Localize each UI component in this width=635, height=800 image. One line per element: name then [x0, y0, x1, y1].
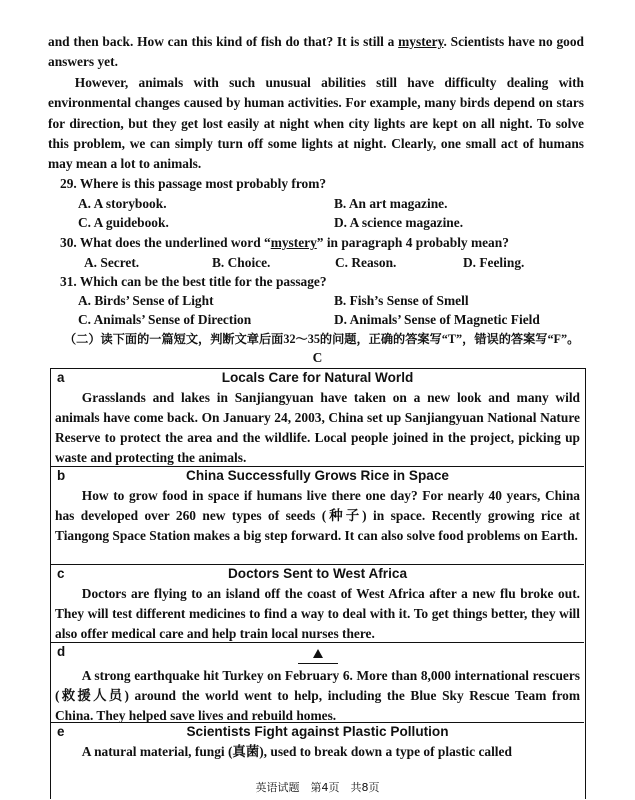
section-instruction: （二）读下面的一篇短文，判断文章后面32～35的问题，正确的答案写“T”，错误的答案写“F”。 [64, 332, 580, 346]
row-body: Doctors are flying to an island off the coast of West Africa after a new flu broke out. They will test different medicines to find a way to deal with it. To get things better, they will also offer medical care and help train local nurses there. [55, 586, 580, 642]
option-30-b: B. Choice. [212, 255, 271, 270]
underlined-word: mystery [270, 235, 317, 250]
passage-paragraph-continued [48, 32, 584, 73]
row-title: Scientists Fight against Plastic Pollution [186, 724, 449, 739]
news-row-d [51, 643, 584, 723]
option-31-d: D. Animals’ Sense of Magnetic Field [334, 312, 540, 327]
option-29-c: C. A guidebook. [78, 215, 169, 230]
row-letter: a [57, 370, 65, 385]
section-letter: C [312, 350, 323, 365]
text-segment: and then back. How can this kind of fish do that? It is still a [48, 34, 399, 49]
news-table [50, 368, 586, 799]
underlined-word: mystery [398, 34, 444, 49]
news-row-b [51, 467, 584, 565]
question-30 [60, 233, 509, 253]
question-29: 29. Where is this passage most probably from? [60, 176, 327, 191]
option-29-b: B. An art magazine. [334, 196, 448, 211]
row-body: Grasslands and lakes in Sanjiangyuan have taken on a new look and many wild animals have come back. On January 24, 2003, China set up Sanjiangyuan National Nature Reserve to protect the area and the wildlife. Local people joined in the project, picking up waste and protecting the animals. [55, 390, 580, 466]
option-30-c: C. Reason. [335, 255, 397, 270]
option-29-a: A. A storybook. [78, 196, 167, 211]
option-30-a: A. Secret. [84, 255, 140, 270]
news-row-a [51, 369, 584, 467]
option-31-a: A. Birds’ Sense of Light [78, 293, 214, 308]
row-letter: c [57, 566, 65, 581]
option-31-b: B. Fish’s Sense of Smell [334, 293, 469, 308]
row-letter: b [57, 468, 66, 483]
news-row-c [51, 565, 584, 643]
row-letter: e [57, 724, 65, 739]
triangle-icon [313, 649, 323, 658]
title-blank [51, 644, 584, 664]
row-title: China Successfully Grows Rice in Space [186, 468, 449, 483]
row-body: A natural material, fungi (真菌), used to break down a type of plastic called [81, 744, 512, 759]
option-30-d: D. Feeling. [463, 255, 525, 270]
row-title: Doctors Sent to West Africa [227, 566, 407, 581]
row-title: Locals Care for Natural World [221, 370, 414, 385]
row-body: How to grow food in space if humans live there one day? For nearly 40 years, China has developed over 260 new types of seeds (种子) in space. Recently growing rice at Tiangong Space Station makes a big step forward. It can also solve food problems on Earth. [55, 488, 580, 544]
page-footer: 英语试题 第4页 共8页 [255, 781, 380, 794]
text-segment: ” in paragraph 4 probably mean? [316, 235, 509, 250]
text-segment: . Scientists have no good answers yet. [48, 34, 584, 70]
option-29-d: D. A science magazine. [334, 215, 464, 230]
option-31-c: C. Animals’ Sense of Direction [78, 312, 252, 327]
text-segment: 30. What does the underlined word “ [60, 235, 271, 250]
passage-paragraph: However, animals with such unusual abilities still have difficulty dealing with environmental changes caused by human activities. For example, many birds depend on stars for direction, but they get lost easily at night when city lights are kept on all night. To solve this problem, we can simply turn off some lights at night. Clearly, one small act of humans may mean a lot to animals. [48, 75, 584, 172]
row-body: A strong earthquake hit Turkey on February 6. More than 8,000 international rescuers (救援人员) around the world went to help, including the Blue Sky Rescue Team from China. They helped save lives and rebuild homes. [55, 668, 580, 724]
question-31: 31. Which can be the best title for the passage? [60, 274, 327, 289]
row-letter: d [57, 644, 66, 659]
